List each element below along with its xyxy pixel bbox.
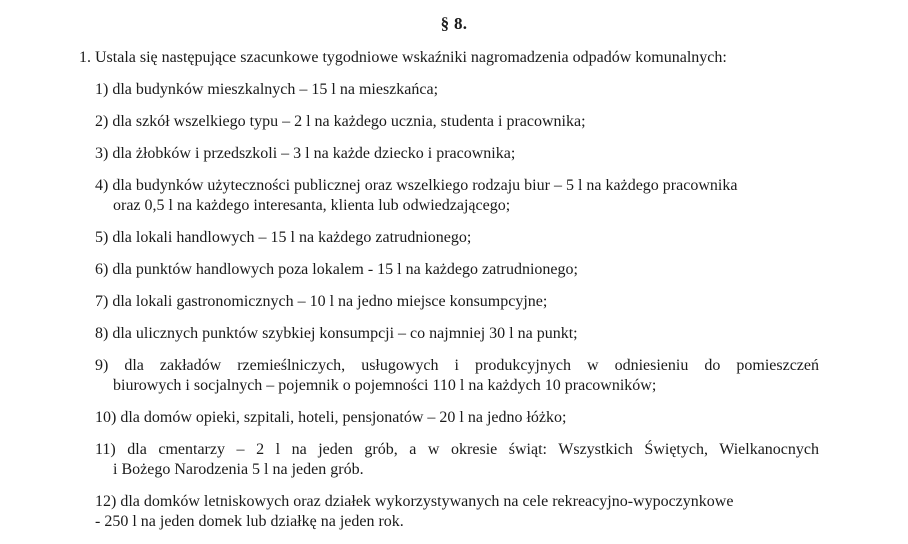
list-item xyxy=(95,356,835,396)
section-heading: § 8. xyxy=(440,14,468,33)
item-text: 2) dla szkół wszelkiego typu – 2 l na każdego ucznia, studenta i pracownika; xyxy=(95,113,586,130)
indicator-list xyxy=(95,80,835,544)
item-text-continuation: - 250 l na jeden domek lub działkę na jeden rok. xyxy=(95,513,404,530)
list-item xyxy=(95,292,835,312)
list-item xyxy=(95,228,835,248)
list-item xyxy=(95,144,835,164)
item-text: 8) dla ulicznych punktów szybkiej konsumpcji – co najmniej 30 l na punkt; xyxy=(95,325,578,342)
item-text: 12) dla domków letniskowych oraz działek wykorzystywanych na cele rekreacyjno-wypoczynkowe xyxy=(95,493,734,510)
list-item xyxy=(95,408,835,428)
item-text-continuation: i Bożego Narodzenia 5 l na jeden grób. xyxy=(113,461,364,478)
item-text: 3) dla żłobków i przedszkoli – 3 l na każde dziecko i pracownika; xyxy=(95,145,516,162)
list-item xyxy=(95,260,835,280)
item-text: 9) dla zakładów rzemieślniczych, usługowych i produkcyjnych w odniesieniu do pomieszczeń xyxy=(95,357,819,374)
list-item xyxy=(95,176,835,216)
list-item xyxy=(95,324,835,344)
item-text: 4) dla budynków użyteczności publicznej oraz wszelkiego rodzaju biur – 5 l na każdego pracownika xyxy=(95,177,738,194)
list-item xyxy=(95,80,835,100)
clause-intro: 1. Ustala się następujące szacunkowe tygodniowe wskaźniki nagromadzenia odpadów komunalnych: xyxy=(79,49,727,66)
item-text-continuation: biurowych i socjalnych – pojemnik o pojemności 110 l na każdych 10 pracowników; xyxy=(113,377,657,394)
list-item xyxy=(95,492,835,532)
list-item xyxy=(95,112,835,132)
item-text: 6) dla punktów handlowych poza lokalem - 15 l na każdego zatrudnionego; xyxy=(95,261,578,278)
item-text: 10) dla domów opieki, szpitali, hoteli, pensjonatów – 20 l na jedno łóżko; xyxy=(95,409,567,426)
item-text: 11) dla cmentarzy – 2 l na jeden grób, a w okresie świąt: Wszystkich Świętych, Wielkanocnych xyxy=(95,441,819,458)
item-text: 5) dla lokali handlowych – 15 l na każdego zatrudnionego; xyxy=(95,229,472,246)
list-item xyxy=(95,440,835,480)
item-text: 7) dla lokali gastronomicznych – 10 l na jedno miejsce konsumpcyjne; xyxy=(95,293,548,310)
item-text-continuation: oraz 0,5 l na każdego interesanta, klienta lub odwiedzającego; xyxy=(113,197,511,214)
item-text: 1) dla budynków mieszkalnych – 15 l na mieszkańca; xyxy=(95,81,439,98)
